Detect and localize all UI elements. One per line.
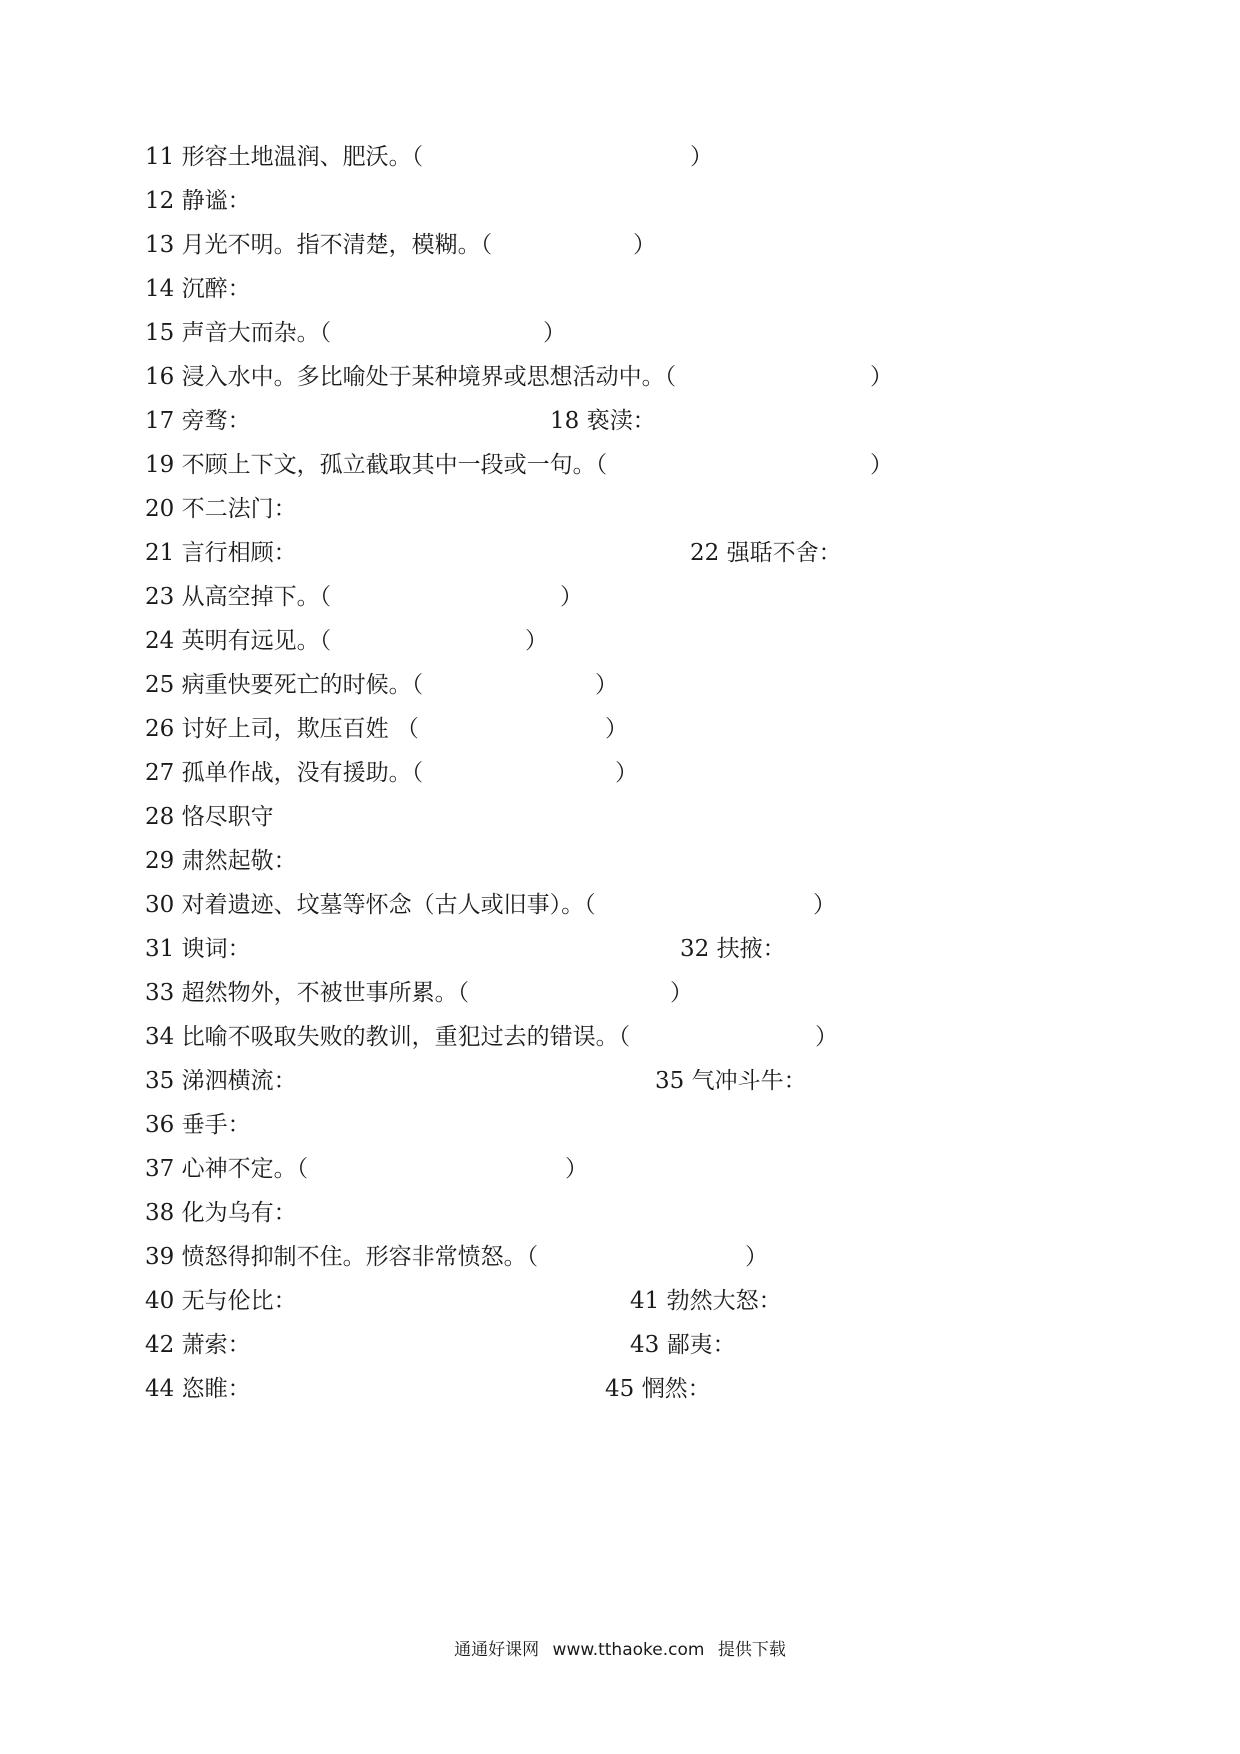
item-text: 29 肃然起敬： [145,848,297,874]
item-text: 38 化为乌有： [145,1200,297,1226]
item-text-right: 45 惘然： [605,1376,711,1402]
item-text: 17 旁骛： [145,408,251,434]
item-text: 15 声音大而杂。（ [145,320,332,346]
item-28 [145,797,1145,837]
item-text-right: 18 亵渎： [550,408,656,434]
item-text: 37 心神不定。（ [145,1156,309,1182]
answer-close-paren: ） [670,980,693,1006]
item-text: 42 萧索： [145,1332,251,1358]
item-text-right: 41 勃然大怒： [630,1288,782,1314]
item-text: 36 垂手： [145,1112,251,1138]
item-24 [145,621,1145,661]
item-text: 31 谀词： [145,936,251,962]
item-text: 21 言行相顾： [145,540,297,566]
answer-close-paren: ） [615,760,638,786]
item-33 [145,973,1145,1013]
answer-close-paren: ） [745,1244,768,1270]
answer-close-paren: ） [633,232,656,258]
item-21-22 [145,533,1145,573]
item-27 [145,753,1145,793]
footer-site-name: 通通好课网 [454,1640,540,1660]
answer-close-paren: ） [870,452,893,478]
item-text: 12 静谧： [145,188,251,214]
item-text: 33 超然物外，不被世事所累。（ [145,980,470,1006]
answer-close-paren: ） [690,144,713,170]
item-36 [145,1105,1145,1145]
footer-url[interactable]: www.tthaoke.com [552,1640,705,1660]
answer-close-paren: ） [813,892,836,918]
item-text: 11 形容土地温润、肥沃。（ [145,144,424,170]
item-42-43 [145,1325,1145,1365]
item-text: 34 比喻不吸取失败的教训，重犯过去的错误。（ [145,1024,631,1050]
answer-close-paren: ） [605,716,628,742]
item-text: 16 浸入水中。多比喻处于某种境界或思想活动中。（ [145,364,677,390]
item-text: 40 无与伦比： [145,1288,297,1314]
item-17-18 [145,401,1145,441]
item-14 [145,269,1145,309]
item-text: 26 讨好上司，欺压百姓 （ [145,716,419,742]
item-23 [145,577,1145,617]
answer-close-paren: ） [543,320,566,346]
item-30 [145,885,1145,925]
item-13 [145,225,1145,265]
item-text: 27 孤单作战，没有援助。（ [145,760,424,786]
answer-close-paren: ） [815,1024,838,1050]
item-39 [145,1237,1145,1277]
item-40-41 [145,1281,1145,1321]
item-35 [145,1061,1145,1101]
answer-close-paren: ） [565,1156,588,1182]
item-37 [145,1149,1145,1189]
answer-close-paren: ） [595,672,618,698]
item-text: 19 不顾上下文，孤立截取其中一段或一句。（ [145,452,608,478]
item-34 [145,1017,1145,1057]
item-text: 20 不二法门： [145,496,297,522]
item-31-32 [145,929,1145,969]
item-text-right: 35 气冲斗牛： [655,1068,807,1094]
item-text-right: 22 强聒不舍： [690,540,842,566]
item-text: 24 英明有远见。（ [145,628,332,654]
item-text: 13 月光不明。指不清楚，模糊。（ [145,232,493,258]
item-text: 14 沉醉： [145,276,251,302]
item-text: 28 恪尽职守 [145,804,274,830]
answer-close-paren: ） [525,628,548,654]
item-15 [145,313,1145,353]
item-text: 23 从高空掉下。（ [145,584,332,610]
answer-close-paren: ） [560,584,583,610]
item-text: 30 对着遗迹、坟墓等怀念（古人或旧事）。（ [145,892,596,918]
item-16 [145,357,1145,397]
item-text: 25 病重快要死亡的时候。（ [145,672,424,698]
item-44-45 [145,1369,1145,1409]
item-25 [145,665,1145,705]
footer-suffix: 提供下载 [717,1640,786,1660]
item-text-right: 32 扶掖： [680,936,786,962]
item-38 [145,1193,1145,1233]
item-text: 44 恣睢： [145,1376,251,1402]
item-19 [145,445,1145,485]
item-29 [145,841,1145,881]
item-12 [145,181,1145,221]
answer-close-paren: ） [870,364,893,390]
item-text: 35 涕泗横流： [145,1068,297,1094]
item-text-right: 43 鄙夷： [630,1332,736,1358]
item-26 [145,709,1145,749]
item-text: 39 愤怒得抑制不住。形容非常愤怒。（ [145,1244,539,1270]
page-footer [0,1635,1240,1665]
item-11 [145,137,1145,177]
item-20 [145,489,1145,529]
